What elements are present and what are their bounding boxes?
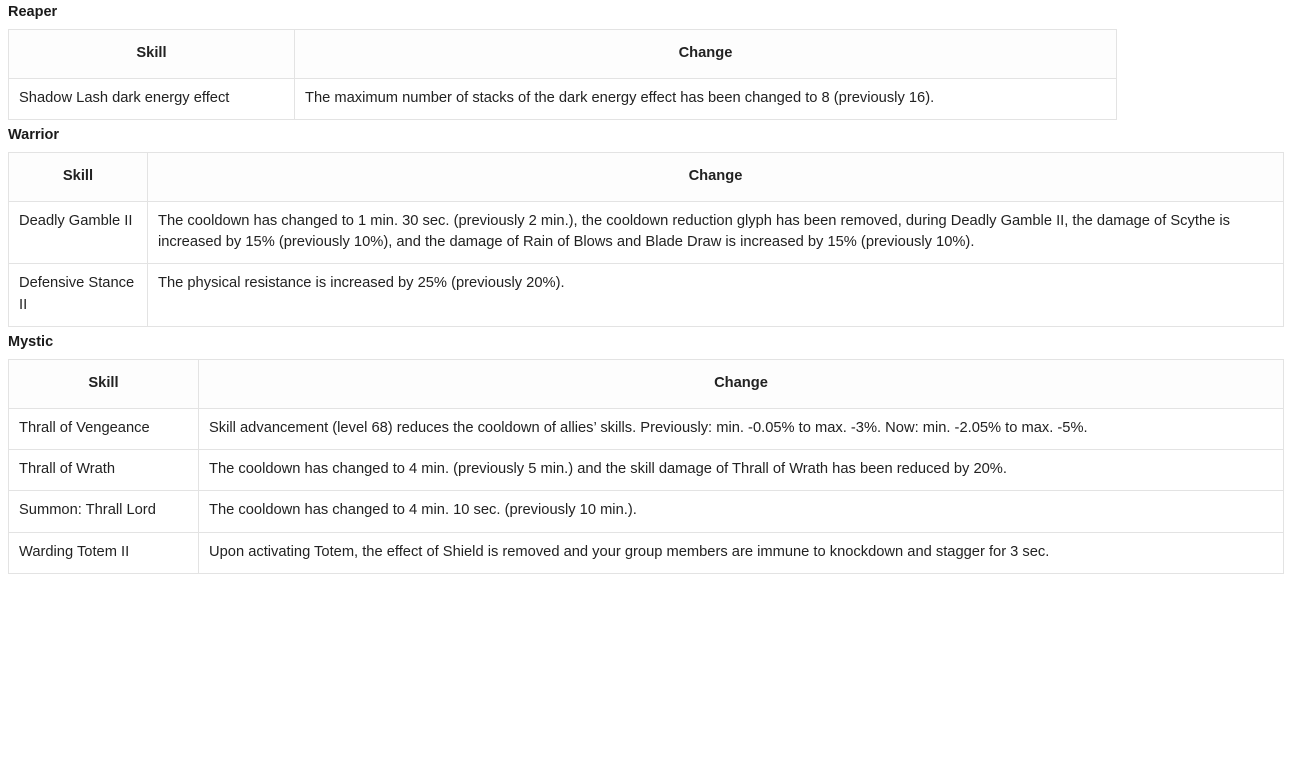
cell-skill: Deadly Gamble II xyxy=(9,201,148,264)
cell-skill: Thrall of Wrath xyxy=(9,449,199,490)
cell-change: The cooldown has changed to 4 min. 10 sec. (previously 10 min.). xyxy=(199,491,1284,532)
table-header-row xyxy=(9,360,1284,408)
column-header-skill: Skill xyxy=(9,153,148,201)
cell-change: Upon activating Totem, the effect of Shield is removed and your group members are immune to knockdown and stagger for 3 sec. xyxy=(199,532,1284,573)
column-header-change: Change xyxy=(199,360,1284,408)
table-row xyxy=(9,78,1117,119)
section-warrior xyxy=(8,127,1283,327)
table-row xyxy=(9,491,1284,532)
table-reaper xyxy=(8,29,1117,120)
cell-change: The cooldown has changed to 1 min. 30 sec. (previously 2 min.), the cooldown reduction glyph has been removed, during Deadly Gamble II, the damage of Scythe is increased by 15% (previously 10%), and the damage of Rain of Blows and Blade Draw is increased by 15% (previously 10%). xyxy=(148,201,1284,264)
column-header-change: Change xyxy=(148,153,1284,201)
cell-skill: Defensive Stance II xyxy=(9,264,148,327)
section-mystic xyxy=(8,334,1283,574)
cell-change: The cooldown has changed to 4 min. (previously 5 min.) and the skill damage of Thrall of Wrath has been reduced by 20%. xyxy=(199,449,1284,490)
table-warrior xyxy=(8,152,1284,327)
column-header-change: Change xyxy=(295,30,1117,78)
cell-skill: Thrall of Vengeance xyxy=(9,408,199,449)
section-title-warrior: Warrior xyxy=(8,127,60,144)
cell-skill: Shadow Lash dark energy effect xyxy=(9,78,295,119)
cell-skill: Summon: Thrall Lord xyxy=(9,491,199,532)
column-header-skill: Skill xyxy=(9,30,295,78)
table-row xyxy=(9,532,1284,573)
cell-change: Skill advancement (level 68) reduces the cooldown of allies’ skills. Previously: min. -0.05% to max. -3%. Now: min. -2.05% to max. -5%. xyxy=(199,408,1284,449)
section-title-mystic: Mystic xyxy=(8,333,54,350)
table-mystic xyxy=(8,359,1284,574)
section-title-reaper: Reaper xyxy=(8,4,58,20)
cell-change: The physical resistance is increased by 25% (previously 20%). xyxy=(148,264,1284,327)
section-reaper xyxy=(8,4,1283,120)
table-row xyxy=(9,449,1284,490)
cell-skill: Warding Totem II xyxy=(9,532,199,573)
column-header-skill: Skill xyxy=(9,360,199,408)
table-row xyxy=(9,201,1284,264)
table-header-row xyxy=(9,153,1284,201)
table-header-row xyxy=(9,30,1117,78)
cell-change: The maximum number of stacks of the dark energy effect has been changed to 8 (previously 16). xyxy=(295,78,1117,119)
table-row xyxy=(9,264,1284,327)
table-row xyxy=(9,408,1284,449)
